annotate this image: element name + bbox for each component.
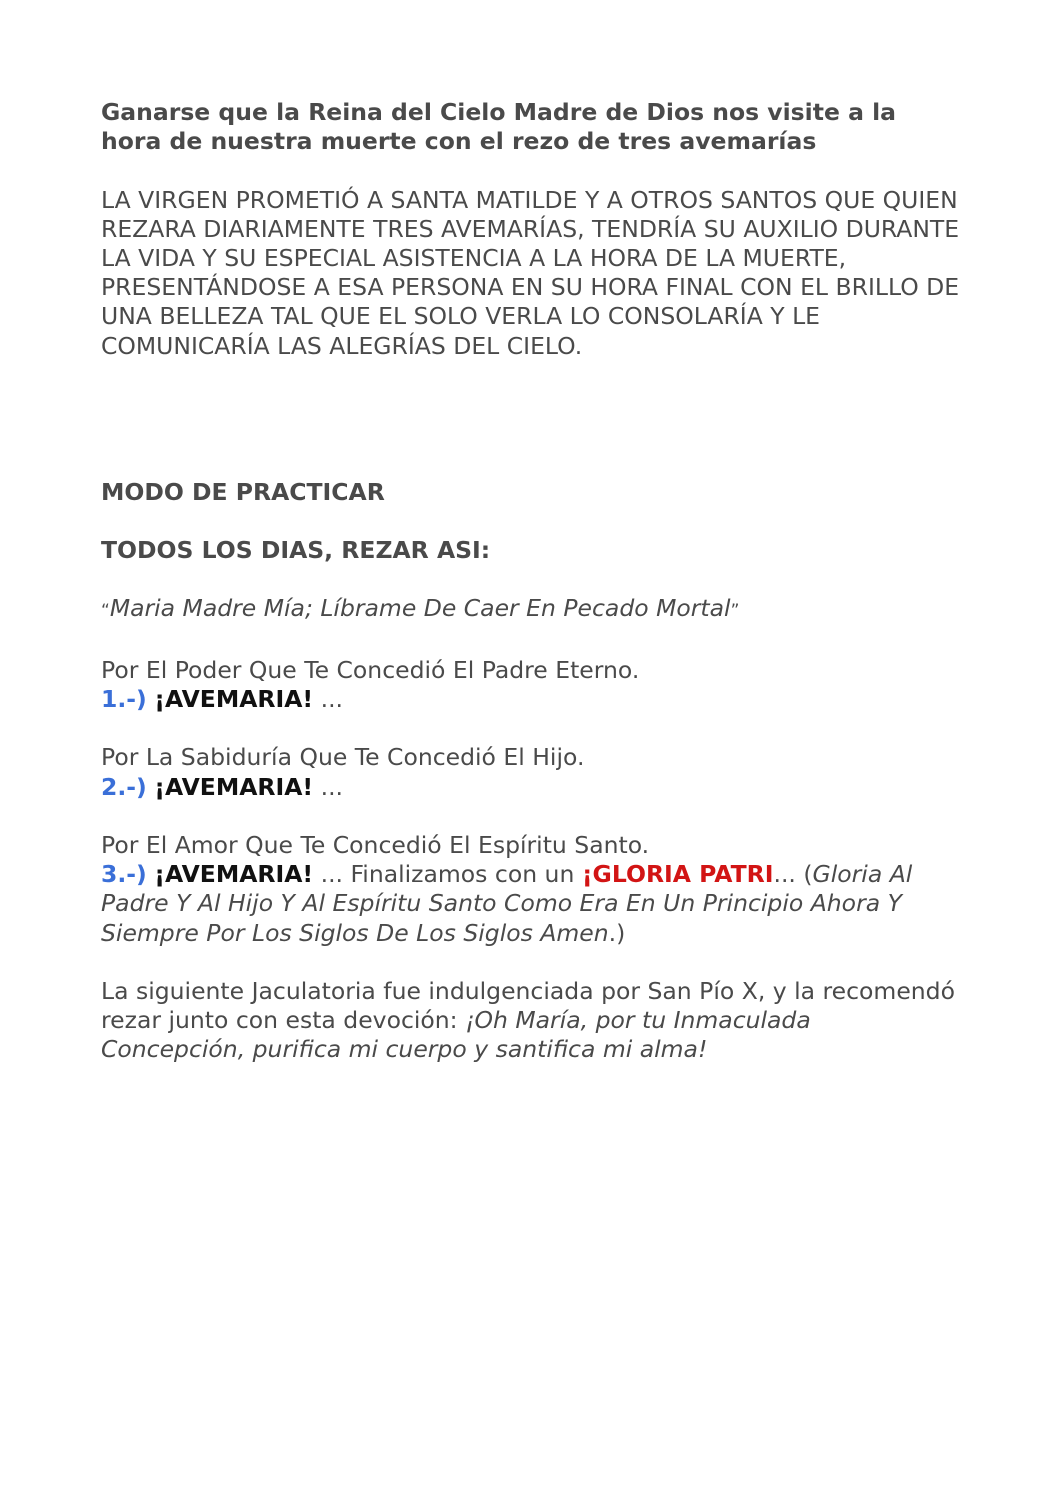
- spacer: [101, 565, 961, 594]
- heading-todos-los-dias: TODOS LOS DIAS, REZAR ASI:: [101, 536, 491, 564]
- step-1-prayer: [101, 685, 961, 714]
- intro-paragraph: LA VIRGEN PROMETIÓ A SANTA MATILDE Y A OTROS SANTOS QUE QUIEN REZARA DIARIAMENTE TRES AVEMARÍAS, TENDRÍA SU AUXILIO DURANTE LA VIDA Y SU ESPECIAL ASISTENCIA A LA HORA DE LA MUERTE, PRESENTÁNDOSE A ESA PERSONA EN SU HORA FINAL CON EL BRILLO DE UNA BELLEZA TAL QUE EL SOLO VERLA LO CONSOLARÍA Y LE COMUNICARÍA LAS ALEGRÍAS DEL CIELO.: [101, 185, 960, 360]
- spacer: [101, 948, 961, 977]
- spacer: [101, 507, 961, 536]
- spacer: [101, 361, 961, 478]
- ellipsis: ...: [313, 684, 344, 713]
- jaculatoria-prayer: ¡Oh María, por tu Inmaculada Concepción, purifica mi cuerpo y santifica mi alma!: [101, 1006, 811, 1064]
- step-3-intro: Por El Amor Que Te Concedió El Espíritu Santo.: [101, 830, 650, 859]
- spacer: [101, 802, 961, 831]
- step-2-intro: Por La Sabiduría Que Te Concedió El Hijo.: [101, 743, 585, 772]
- step-3-prayer: [101, 860, 961, 948]
- spacer: [101, 156, 961, 185]
- ellipsis: ...: [313, 772, 344, 801]
- gloria-after: ... (: [773, 860, 813, 889]
- spacer: [101, 627, 961, 656]
- heading-modo-de-practicar: MODO DE PRACTICAR: [101, 477, 385, 506]
- closing-paragraph: [101, 977, 961, 1065]
- step-1-intro: Por El Poder Que Te Concedió El Padre Eterno.: [101, 655, 640, 684]
- quote-text: Maria Madre Mía; Líbrame De Caer En Pecado Mortal: [109, 594, 731, 623]
- open-quote-mark: “: [101, 601, 110, 622]
- step-number: 2.-): [101, 772, 147, 801]
- ellipsis-finalizamos: ... Finalizamos con un: [313, 860, 582, 889]
- document-title: Ganarse que la Reina del Cielo Madre de Dios nos visite a la hora de nuestra muerte con el rezo de tres avemarías: [101, 98, 897, 156]
- gloria-close: .): [608, 918, 626, 947]
- step-number: 3.-): [101, 860, 147, 889]
- gloria-text: Gloria Al Padre Y Al Hijo Y Al Espíritu Santo Como Era En Un Principio Ahora Y Siempre Por Los Siglos De Los Siglos Amen: [101, 860, 913, 947]
- step-2-prayer: [101, 773, 961, 802]
- spacer: [101, 714, 961, 743]
- closing-text: La siguiente Jaculatoria fue indulgenciada por San Pío X, y la recomendó rezar junto con esta devoción:: [101, 976, 955, 1035]
- close-quote-mark: ”: [730, 601, 740, 622]
- document-page: [101, 98, 961, 1065]
- avemaria-label: ¡AVEMARIA!: [154, 772, 314, 801]
- quote-paragraph: [101, 594, 961, 626]
- avemaria-label: ¡AVEMARIA!: [154, 860, 314, 889]
- avemaria-label: ¡AVEMARIA!: [154, 684, 314, 713]
- step-number: 1.-): [101, 684, 147, 713]
- gloria-patri-label: ¡GLORIA PATRI: [581, 860, 774, 889]
